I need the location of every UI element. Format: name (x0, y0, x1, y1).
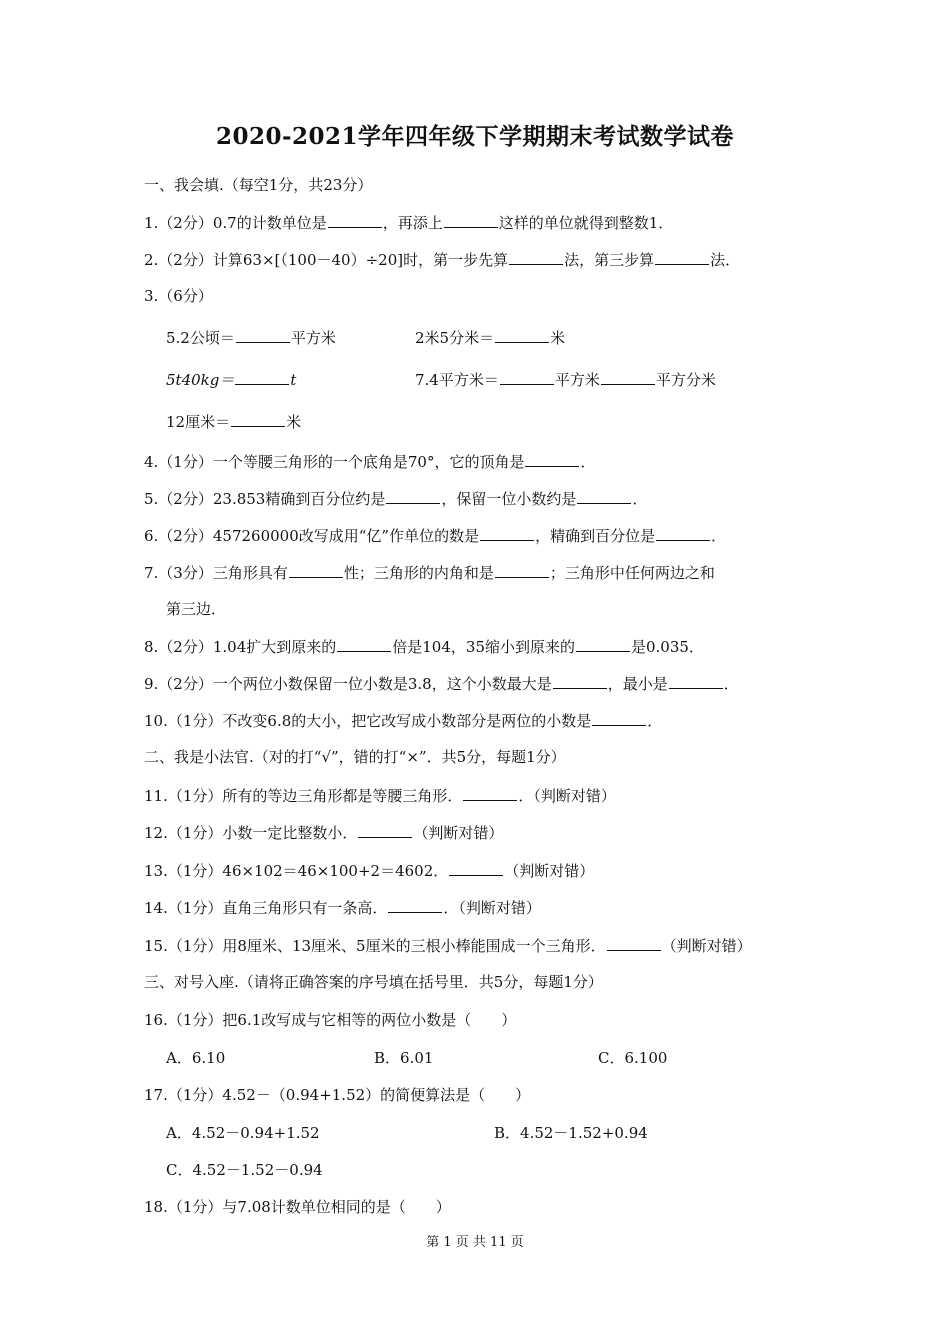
answer-blank[interactable] (289, 562, 343, 578)
answer-blank[interactable] (577, 488, 631, 504)
question-2: 2.（2分）计算63×[（100－40）÷20]时，第一步先算 法，第三步算 法． (144, 251, 741, 269)
answer-blank[interactable] (553, 673, 607, 689)
answer-blank[interactable] (655, 249, 709, 265)
option-16-a[interactable]: A．6.10 (166, 1049, 226, 1067)
question-4: 4.（1分）一个等腰三角形的一个底角是70°，它的顶角是 ． (144, 453, 596, 471)
option-17-c[interactable]: C．4.52－1.52－0.94 (166, 1161, 323, 1179)
answer-blank[interactable] (388, 897, 442, 913)
question-7-continued: 第三边． (166, 600, 227, 618)
question-10: 10.（1分）不改变6.8的大小，把它改写成小数部分是两位的小数是 ． (144, 712, 663, 730)
answer-blank[interactable] (463, 785, 517, 801)
option-16-c[interactable]: C．6.100 (598, 1049, 668, 1067)
answer-blank[interactable] (669, 673, 723, 689)
question-3a: 5.2公顷＝ 平方米 (166, 329, 336, 347)
answer-blank[interactable] (358, 822, 412, 838)
section-1-heading: 一、我会填.（每空1分，共23分） (144, 176, 373, 194)
answer-blank[interactable] (607, 935, 661, 951)
answer-blank[interactable] (509, 249, 563, 265)
option-16-b[interactable]: B．6.01 (374, 1049, 434, 1067)
question-3d: 7.4平方米＝ 平方米 平方分米 (415, 371, 716, 389)
answer-blank[interactable] (601, 369, 655, 385)
answer-blank[interactable] (495, 562, 549, 578)
question-17: 17.（1分）4.52－（0.94+1.52）的简便算法是（ ） (144, 1086, 531, 1104)
section-2-heading: 二、我是小法官.（对的打“√”，错的打“×”．共5分，每题1分） (144, 748, 566, 766)
question-3b: 2米5分米＝ 米 (415, 329, 566, 347)
question-1: 1.（2分）0.7的计数单位是 ，再添上 这样的单位就得到整数1． (144, 214, 674, 232)
question-8: 8.（2分）1.04扩大到原来的 倍是104，35缩小到原来的 是0.035． (144, 638, 704, 656)
answer-blank[interactable] (495, 327, 549, 343)
question-11: 11.（1分）所有的等边三角形都是等腰三角形． ．（判断对错） (144, 787, 616, 805)
exam-title: 2020-2021学年四年级下学期期末考试数学试卷 (215, 123, 735, 150)
answer-blank[interactable] (337, 636, 391, 652)
answer-blank[interactable] (444, 212, 498, 228)
question-18: 18.（1分）与7.08计数单位相同的是（ ） (144, 1198, 451, 1216)
question-3c: 5t40kg＝ t (166, 371, 297, 389)
answer-blank[interactable] (449, 860, 503, 876)
answer-blank[interactable] (525, 451, 579, 467)
question-6: 6.（2分）457260000改写成用“亿”作单位的数是 ，精确到百分位是 ． (144, 527, 727, 545)
question-9: 9.（2分）一个两位小数保留一位小数是3.8，这个小数最大是 ，最小是 ． (144, 675, 739, 693)
section-3-heading: 三、对号入座.（请将正确答案的序号填在括号里．共5分，每题1分） (144, 973, 603, 991)
answer-blank[interactable] (328, 212, 382, 228)
answer-blank[interactable] (235, 369, 289, 385)
question-3e: 12厘米＝ 米 (166, 413, 302, 431)
question-5: 5.（2分）23.853精确到百分位约是 ，保留一位小数约是 ． (144, 490, 648, 508)
question-12: 12.（1分）小数一定比整数小． （判断对错） (144, 824, 504, 842)
question-3: 3.（6分） (144, 287, 213, 305)
answer-blank[interactable] (576, 636, 630, 652)
question-14: 14.（1分）直角三角形只有一条高． ．（判断对错） (144, 899, 541, 917)
question-13: 13.（1分）46×102＝46×100+2＝4602． （判断对错） (144, 862, 595, 880)
answer-blank[interactable] (480, 525, 534, 541)
answer-blank[interactable] (656, 525, 710, 541)
answer-blank[interactable] (386, 488, 440, 504)
page-footer: 第 1 页 共 11 页 (426, 1235, 524, 1250)
option-17-a[interactable]: A．4.52－0.94+1.52 (166, 1124, 320, 1142)
answer-blank[interactable] (592, 710, 646, 726)
question-7: 7.（3分）三角形具有 性；三角形的内角和是 ；三角形中任何两边之和 (144, 564, 715, 582)
question-16: 16.（1分）把6.1改写成与它相等的两位小数是（ ） (144, 1011, 517, 1029)
answer-blank[interactable] (236, 327, 290, 343)
answer-blank[interactable] (500, 369, 554, 385)
answer-blank[interactable] (231, 411, 285, 427)
question-15: 15.（1分）用8厘米、13厘米、5厘米的三根小棒能围成一个三角形． （判断对错） (144, 937, 752, 955)
option-17-b[interactable]: B．4.52－1.52+0.94 (494, 1124, 648, 1142)
